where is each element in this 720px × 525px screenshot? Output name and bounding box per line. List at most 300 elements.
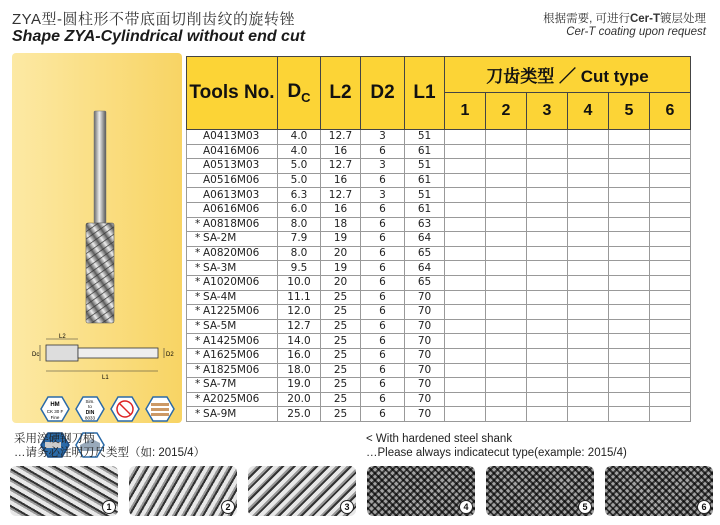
coating-note-cn-bold: Cer-T	[629, 13, 660, 25]
cell-cut-6	[650, 188, 691, 203]
cell-l1: 51	[405, 159, 445, 174]
cell-cut-4	[568, 173, 609, 188]
note-cn	[14, 432, 205, 460]
cell-l2: 25	[321, 392, 361, 407]
cell-cut-3	[527, 275, 568, 290]
cell-tool-no	[187, 144, 278, 159]
cell-cut-5	[609, 173, 650, 188]
tool-number: A1225M06	[203, 305, 260, 318]
coating-note-cn	[543, 10, 706, 26]
cell-l1: 70	[405, 407, 445, 422]
cell-cut-1	[445, 334, 486, 349]
cell-cut-1	[445, 188, 486, 203]
cell-l2: 12.7	[321, 188, 361, 203]
cell-cut-2	[486, 188, 527, 203]
cell-l2: 19	[321, 232, 361, 247]
new-item-marker: *	[195, 407, 201, 420]
cell-l2: 25	[321, 319, 361, 334]
cell-d2: 6	[361, 378, 405, 393]
cell-dc: 25.0	[278, 407, 321, 422]
cell-l1: 70	[405, 348, 445, 363]
cell-cut-6	[650, 290, 691, 305]
tool-number: A0820M06	[203, 247, 260, 260]
cell-cut-5	[609, 348, 650, 363]
cell-dc: 14.0	[278, 334, 321, 349]
cell-cut-2	[486, 305, 527, 320]
cell-tool-no	[187, 290, 278, 305]
header-cut-3: 3	[527, 93, 568, 130]
burr-tool-image	[80, 111, 120, 326]
cell-d2: 6	[361, 246, 405, 261]
table-row	[187, 392, 691, 407]
cell-l1: 51	[405, 130, 445, 145]
tool-number: A0416M06	[203, 144, 260, 157]
cell-cut-2	[486, 130, 527, 145]
cell-l2: 25	[321, 407, 361, 422]
cell-cut-6	[650, 392, 691, 407]
cell-cut-1	[445, 130, 486, 145]
cell-cut-3	[527, 378, 568, 393]
spec-table	[186, 56, 691, 422]
cell-d2: 6	[361, 305, 405, 320]
cell-cut-1	[445, 407, 486, 422]
table-body	[187, 130, 691, 422]
cell-cut-4	[568, 378, 609, 393]
cut-sample-4	[367, 466, 475, 516]
cell-dc: 5.0	[278, 173, 321, 188]
cell-l2: 25	[321, 305, 361, 320]
header-cut-6: 6	[650, 93, 691, 130]
new-item-marker: *	[195, 290, 201, 303]
cell-cut-4	[568, 334, 609, 349]
cell-cut-4	[568, 261, 609, 276]
new-item-marker: *	[195, 305, 201, 318]
header-cut-1: 1	[445, 93, 486, 130]
cell-cut-3	[527, 217, 568, 232]
tool-number: A0516M06	[203, 174, 260, 187]
cell-cut-3	[527, 319, 568, 334]
cell-d2: 6	[361, 407, 405, 422]
cell-cut-1	[445, 319, 486, 334]
cell-tool-no	[187, 407, 278, 422]
cut-sample-3	[248, 466, 356, 516]
cell-d2: 6	[361, 319, 405, 334]
cell-l2: 16	[321, 144, 361, 159]
cell-cut-6	[650, 407, 691, 422]
tool-number: A1625M06	[203, 349, 260, 362]
cell-cut-6	[650, 378, 691, 393]
cell-l2: 16	[321, 173, 361, 188]
cell-dc: 10.0	[278, 275, 321, 290]
cell-cut-1	[445, 305, 486, 320]
din-icon-line2: to	[88, 404, 92, 409]
cell-cut-4	[568, 217, 609, 232]
cut-sample-6	[605, 466, 713, 516]
note-en-line1: < With hardened steel shank	[366, 433, 513, 445]
cell-tool-no	[187, 261, 278, 276]
cell-cut-2	[486, 232, 527, 247]
coating-note-cn-suffix: 镀层处理	[660, 13, 706, 25]
cell-l2: 19	[321, 261, 361, 276]
table-row	[187, 144, 691, 159]
cell-cut-5	[609, 159, 650, 174]
cell-cut-1	[445, 144, 486, 159]
cell-l2: 25	[321, 334, 361, 349]
cell-dc: 12.0	[278, 305, 321, 320]
cell-l1: 70	[405, 392, 445, 407]
cell-dc: 6.3	[278, 188, 321, 203]
tool-number: SA-7M	[203, 378, 237, 391]
cell-l2: 20	[321, 246, 361, 261]
cell-cut-3	[527, 261, 568, 276]
cell-tool-no	[187, 363, 278, 378]
cell-tool-no	[187, 202, 278, 217]
cell-dc: 20.0	[278, 392, 321, 407]
cell-dc: 11.1	[278, 290, 321, 305]
cell-l2: 25	[321, 290, 361, 305]
cell-dc: 8.0	[278, 217, 321, 232]
cell-tool-no	[187, 217, 278, 232]
table-header-row	[187, 57, 691, 93]
cell-dc: 19.0	[278, 378, 321, 393]
cell-cut-5	[609, 305, 650, 320]
cell-tool-no	[187, 246, 278, 261]
cell-cut-3	[527, 305, 568, 320]
cell-d2: 6	[361, 363, 405, 378]
cell-cut-5	[609, 188, 650, 203]
note-en-line2: …Please always indicatecut type(example: 2015/4)	[366, 447, 627, 459]
cell-cut-3	[527, 246, 568, 261]
new-item-marker: *	[195, 261, 201, 274]
cell-l1: 61	[405, 173, 445, 188]
cell-cut-1	[445, 159, 486, 174]
cell-l2: 20	[321, 275, 361, 290]
cut-sample-2	[129, 466, 237, 516]
cell-cut-5	[609, 363, 650, 378]
cell-cut-6	[650, 173, 691, 188]
cell-cut-2	[486, 290, 527, 305]
cell-dc: 9.5	[278, 261, 321, 276]
table-row	[187, 246, 691, 261]
cut-sample-number: 3	[340, 500, 354, 514]
header-tools-no: Tools No.	[187, 57, 278, 130]
cut-sample-5	[486, 466, 594, 516]
tool-number: A0613M03	[203, 188, 260, 201]
cell-d2: 6	[361, 261, 405, 276]
cell-tool-no	[187, 159, 278, 174]
header-l2: L2	[321, 57, 361, 130]
table-row	[187, 202, 691, 217]
cell-tool-no	[187, 305, 278, 320]
header-dc	[278, 57, 321, 130]
dim-d2-label: D2	[166, 352, 174, 358]
new-item-marker: *	[195, 392, 201, 405]
cell-cut-3	[527, 159, 568, 174]
cut-sample-1	[10, 466, 118, 516]
hm-icon-line3: Fine	[50, 415, 60, 420]
header-l1: L1	[405, 57, 445, 130]
dim-l2-label: L2	[59, 334, 66, 340]
header-cut-4: 4	[568, 93, 609, 130]
cell-cut-5	[609, 392, 650, 407]
cell-tool-no	[187, 232, 278, 247]
table-row	[187, 334, 691, 349]
cell-l1: 64	[405, 261, 445, 276]
note-en	[366, 432, 627, 460]
cell-dc: 5.0	[278, 159, 321, 174]
cell-tool-no	[187, 392, 278, 407]
cell-l1: 70	[405, 378, 445, 393]
cell-cut-4	[568, 392, 609, 407]
new-item-marker: *	[195, 247, 201, 260]
cell-cut-3	[527, 144, 568, 159]
dim-dc-label: Dc	[32, 352, 40, 358]
new-item-marker: *	[195, 334, 201, 347]
cell-l1: 61	[405, 202, 445, 217]
header-dc-sub: C	[301, 89, 311, 105]
table-row	[187, 407, 691, 422]
product-panel	[12, 53, 182, 423]
cell-cut-1	[445, 246, 486, 261]
new-item-marker: *	[195, 378, 201, 391]
table-row	[187, 261, 691, 276]
cell-cut-5	[609, 378, 650, 393]
cell-l1: 63	[405, 217, 445, 232]
cell-cut-6	[650, 232, 691, 247]
cell-cut-5	[609, 290, 650, 305]
cut-type-samples	[10, 466, 715, 516]
table-row	[187, 188, 691, 203]
cell-cut-4	[568, 275, 609, 290]
cell-cut-3	[527, 130, 568, 145]
table-row	[187, 217, 691, 232]
new-item-marker: *	[195, 276, 201, 289]
cell-cut-4	[568, 363, 609, 378]
cell-cut-4	[568, 305, 609, 320]
cell-cut-4	[568, 188, 609, 203]
cell-cut-3	[527, 334, 568, 349]
hm-icon-line1: HM	[50, 402, 60, 408]
cell-d2: 6	[361, 232, 405, 247]
cell-cut-3	[527, 392, 568, 407]
page-title-cn: ZYA型-圆柱形不带底面切削齿纹的旋转锉	[12, 11, 296, 28]
tool-number: SA-3M	[203, 261, 237, 274]
header-cut-2: 2	[486, 93, 527, 130]
cell-cut-5	[609, 232, 650, 247]
new-item-marker: *	[195, 349, 201, 362]
cell-cut-4	[568, 144, 609, 159]
tool-number: SA-2M	[203, 232, 237, 245]
tool-number: A0513M03	[203, 159, 260, 172]
cell-dc: 4.0	[278, 144, 321, 159]
cell-l2: 25	[321, 363, 361, 378]
cell-d2: 3	[361, 159, 405, 174]
table-row	[187, 130, 691, 145]
tool-number: A1425M06	[203, 334, 260, 347]
cell-cut-3	[527, 407, 568, 422]
cell-l2: 12.7	[321, 130, 361, 145]
cell-d2: 6	[361, 202, 405, 217]
cell-cut-2	[486, 319, 527, 334]
cell-dc: 7.9	[278, 232, 321, 247]
cell-cut-2	[486, 159, 527, 174]
table-row	[187, 305, 691, 320]
cell-dc: 4.0	[278, 130, 321, 145]
cell-cut-3	[527, 363, 568, 378]
cell-tool-no	[187, 348, 278, 363]
cell-cut-5	[609, 334, 650, 349]
cell-d2: 6	[361, 144, 405, 159]
cell-cut-4	[568, 407, 609, 422]
tool-number: A0413M03	[203, 130, 260, 143]
cell-cut-1	[445, 348, 486, 363]
cell-cut-5	[609, 275, 650, 290]
cell-cut-6	[650, 348, 691, 363]
coating-note-en: Cer-T coating upon request	[566, 26, 706, 38]
cell-cut-3	[527, 173, 568, 188]
cell-d2: 6	[361, 217, 405, 232]
cell-cut-6	[650, 144, 691, 159]
cell-cut-1	[445, 363, 486, 378]
header-dc-main: D	[287, 81, 302, 103]
cell-cut-6	[650, 246, 691, 261]
cell-d2: 6	[361, 290, 405, 305]
cell-l1: 51	[405, 188, 445, 203]
note-cn-line1: 采用淬硬钢刀柄	[14, 433, 95, 445]
cell-d2: 6	[361, 348, 405, 363]
cell-tool-no	[187, 334, 278, 349]
cut-sample-number: 2	[221, 500, 235, 514]
cell-cut-5	[609, 319, 650, 334]
cell-cut-6	[650, 130, 691, 145]
cell-cut-2	[486, 246, 527, 261]
cell-cut-4	[568, 348, 609, 363]
cell-cut-5	[609, 246, 650, 261]
cell-cut-5	[609, 217, 650, 232]
cell-cut-4	[568, 319, 609, 334]
cell-l2: 12.7	[321, 159, 361, 174]
new-item-marker: *	[195, 232, 201, 245]
cell-cut-6	[650, 261, 691, 276]
header-cut-type: 刀齿类型 ／ Cut type	[445, 57, 691, 93]
cell-cut-3	[527, 232, 568, 247]
cell-d2: 3	[361, 130, 405, 145]
cell-cut-2	[486, 348, 527, 363]
cell-d2: 6	[361, 173, 405, 188]
cell-cut-4	[568, 290, 609, 305]
cell-cut-4	[568, 232, 609, 247]
cell-dc: 16.0	[278, 348, 321, 363]
table-row	[187, 319, 691, 334]
cell-cut-2	[486, 363, 527, 378]
cell-cut-6	[650, 363, 691, 378]
new-item-marker: *	[195, 363, 201, 376]
cell-d2: 6	[361, 392, 405, 407]
cell-dc: 6.0	[278, 202, 321, 217]
din-icon-line1: Sim.	[85, 399, 95, 404]
cell-cut-6	[650, 334, 691, 349]
cell-cut-5	[609, 202, 650, 217]
cell-tool-no	[187, 378, 278, 393]
new-item-marker: *	[195, 217, 201, 230]
cell-cut-4	[568, 202, 609, 217]
cell-cut-2	[486, 378, 527, 393]
cell-cut-5	[609, 407, 650, 422]
cut-sample-number: 1	[102, 500, 116, 514]
page-title-en: Shape ZYA-Cylindrical without end cut	[12, 28, 306, 45]
cell-l2: 25	[321, 378, 361, 393]
cell-cut-1	[445, 173, 486, 188]
cell-tool-no	[187, 130, 278, 145]
cell-cut-3	[527, 202, 568, 217]
cell-d2: 3	[361, 188, 405, 203]
cell-cut-4	[568, 159, 609, 174]
din-icon-line3: DIN	[85, 410, 95, 416]
cell-tool-no	[187, 173, 278, 188]
cell-cut-1	[445, 275, 486, 290]
dim-l1-label: L1	[102, 375, 109, 381]
cell-l2: 25	[321, 348, 361, 363]
cell-l1: 65	[405, 246, 445, 261]
cell-cut-6	[650, 217, 691, 232]
cell-cut-5	[609, 130, 650, 145]
cell-dc: 18.0	[278, 363, 321, 378]
cell-cut-2	[486, 275, 527, 290]
cell-dc: 12.7	[278, 319, 321, 334]
note-cn-line2: …请务必注明刀尺类型（如: 2015/4）	[14, 447, 206, 459]
cell-cut-6	[650, 305, 691, 320]
cell-cut-1	[445, 232, 486, 247]
cell-cut-2	[486, 334, 527, 349]
cell-tool-no	[187, 188, 278, 203]
cell-cut-3	[527, 290, 568, 305]
cell-l1: 61	[405, 144, 445, 159]
cell-cut-6	[650, 202, 691, 217]
table-row	[187, 232, 691, 247]
cut-sample-number: 5	[578, 500, 592, 514]
cell-cut-6	[650, 159, 691, 174]
cell-l1: 70	[405, 319, 445, 334]
cell-l1: 70	[405, 334, 445, 349]
cut-sample-number: 4	[459, 500, 473, 514]
cell-l2: 16	[321, 202, 361, 217]
tool-number: SA-9M	[203, 407, 237, 420]
cell-cut-3	[527, 188, 568, 203]
cell-cut-1	[445, 392, 486, 407]
cell-dc: 8.0	[278, 246, 321, 261]
cell-cut-1	[445, 202, 486, 217]
cell-l1: 70	[405, 363, 445, 378]
tool-number: A1020M06	[203, 276, 260, 289]
cut-sample-number: 6	[697, 500, 711, 514]
hm-icon-line2: CK 30 F	[46, 409, 64, 414]
tool-number: A2025M06	[203, 392, 260, 405]
cell-cut-6	[650, 319, 691, 334]
coating-note-cn-prefix: 根据需要, 可进行	[543, 13, 630, 25]
cell-cut-1	[445, 290, 486, 305]
cell-cut-1	[445, 378, 486, 393]
cell-cut-4	[568, 246, 609, 261]
cell-d2: 6	[361, 275, 405, 290]
cell-cut-1	[445, 261, 486, 276]
cell-cut-2	[486, 173, 527, 188]
cell-cut-6	[650, 275, 691, 290]
cell-cut-2	[486, 217, 527, 232]
cell-tool-no	[187, 319, 278, 334]
cell-l1: 70	[405, 305, 445, 320]
header-d2: D2	[361, 57, 405, 130]
cell-l1: 70	[405, 290, 445, 305]
